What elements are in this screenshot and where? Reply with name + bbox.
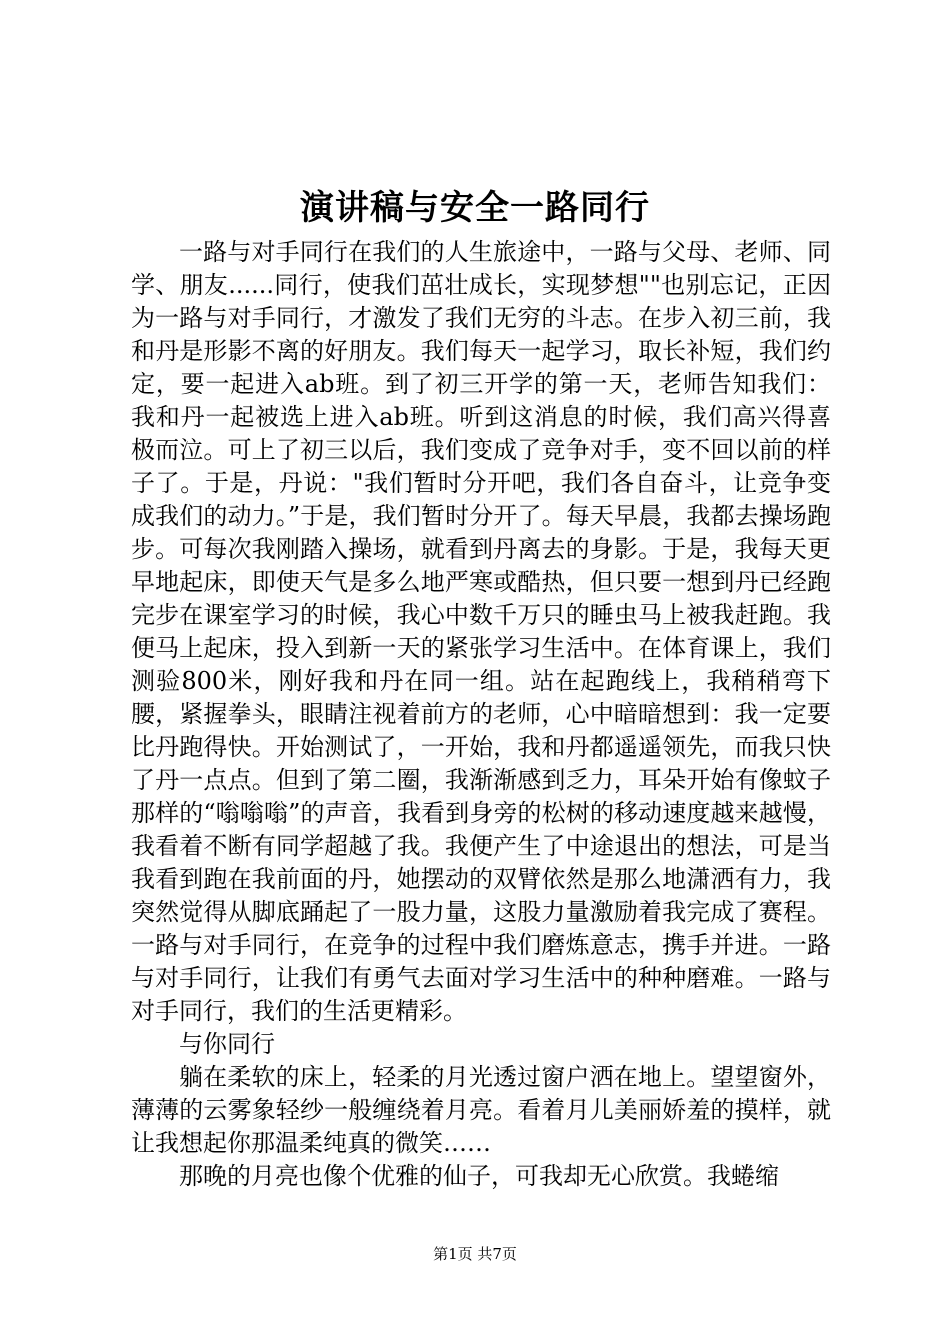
paragraph-3: 躺在柔软的床上，轻柔的月光透过窗户洒在地上。望望窗外，薄薄的云雾象轻纱一般缠绕着月亮。看着月儿美丽娇羞的摸样，就让我想起你那温柔纯真的微笑…… <box>131 1063 831 1157</box>
document-title: 演讲稿与安全一路同行 <box>300 188 650 228</box>
paragraph-2-heading: 与你同行 <box>179 1030 275 1058</box>
paragraph-4: 那晚的月亮也像个优雅的仙子，可我却无心欣赏。我蜷缩 <box>179 1162 779 1190</box>
document-body <box>131 236 831 1193</box>
paragraph-1: 一路与对手同行在我们的人生旅途中，一路与父母、老师、同学、朋友......同行，使我们茁壮成长，实现梦想""也别忘记，正因为一路与对手同行，才激发了我们无穷的斗志。在步入初三前，我和丹是形影不离的好朋友。我们每天一起学习，取长补短，我们约定，要一起进入ab班。到了初三开学的第一天，老师告知我们：我和丹一起被选上进入ab班。听到这消息的时候，我们高兴得喜极而泣。可上了初三以后，我们变成了竞争对手，变不回以前的样子了。于是，丹说："我们暂时分开吧，我们各自奋斗，让竞争变成我们的动力。”于是，我们暂时分开了。每天早晨，我都去操场跑步。可每次我刚踏入操场，就看到丹离去的身影。于是，我每天更早地起床，即使天气是多么地严寒或酷热，但只要一想到丹已经跑完步在课室学习的时候，我心中数千万只的睡虫马上被我赶跑。我便马上起床，投入到新一天的紧张学习生活中。在体育课上，我们测验800米，刚好我和丹在同一组。站在起跑线上，我稍稍弯下腰，紧握拳头，眼睛注视着前方的老师，心中暗暗想到：我一定要比丹跑得快。开始测试了，一开始，我和丹都遥遥领先，而我只快了丹一点点。但到了第二圈，我渐渐感到乏力，耳朵开始有像蚊子那样的“嗡嗡嗡”的声音，我看到身旁的松树的移动速度越来越慢，我看着不断有同学超越了我。我便产生了中途退出的想法，可是当我看到跑在我前面的丹，她摆动的双臂依然是那么地潇洒有力，我突然觉得从脚底踊起了一股力量，这股力量激励着我完成了赛程。一路与对手同行，在竞争的过程中我们磨炼意志，携手并进。一路与对手同行，让我们有勇气去面对学习生活中的种种磨难。一路与对手同行，我们的生活更精彩。 <box>131 238 831 1025</box>
page-footer: 第1页 共7页 <box>433 1245 517 1263</box>
